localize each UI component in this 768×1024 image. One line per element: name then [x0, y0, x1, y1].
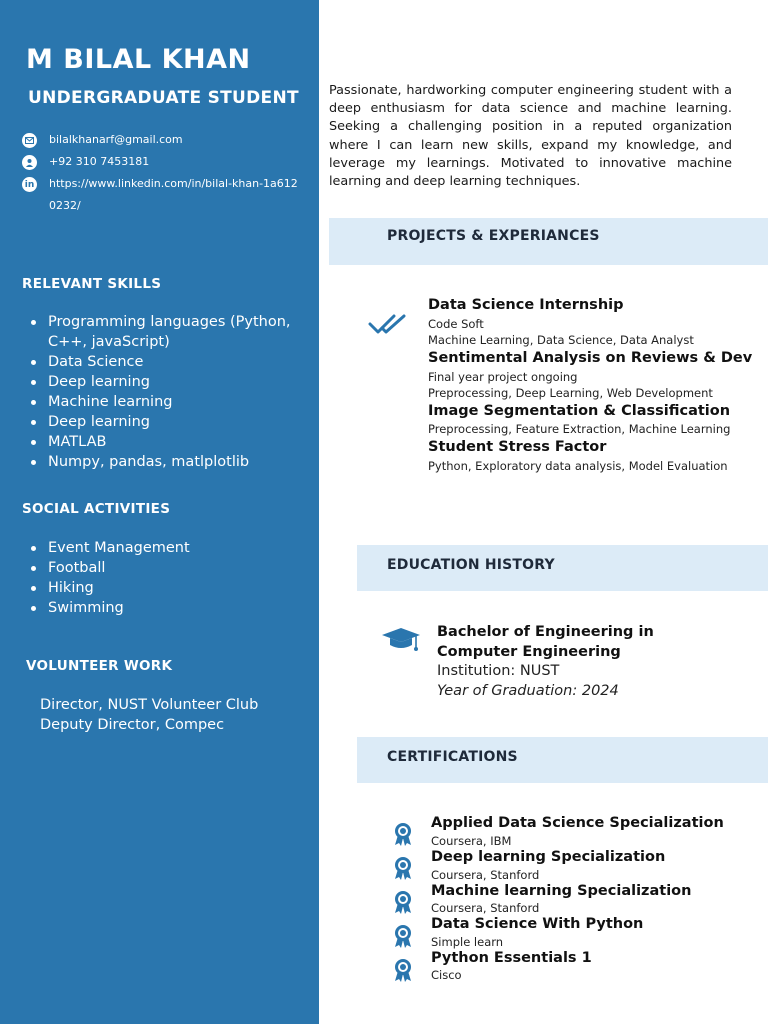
project-sub: Python, Exploratory data analysis, Model Evaluation	[428, 459, 728, 473]
email-text: bilalkhanarf@gmail.com	[49, 133, 183, 146]
contact-phone[interactable]	[22, 151, 302, 173]
certification-issuer: Cisco	[431, 968, 462, 982]
profile-name: M BILAL KHAN	[26, 44, 251, 75]
contact-linkedin[interactable]	[22, 173, 302, 217]
list-item: Programming languages (Python, C++, javaScript)	[48, 312, 303, 352]
projects-heading: PROJECTS & EXPERIANCES	[387, 228, 600, 244]
list-item: Hiking	[48, 578, 303, 598]
project-title: Sentimental Analysis on Reviews & Dev	[428, 350, 753, 366]
skills-heading: RELEVANT SKILLS	[22, 276, 162, 292]
project-title: Student Stress Factor	[428, 439, 607, 455]
certification-issuer: Coursera, IBM	[431, 834, 512, 848]
project-sub: Code Soft	[428, 317, 484, 331]
list-item: Deep learning	[48, 412, 303, 432]
institution-text: Institution: NUST	[437, 663, 560, 679]
certifications-heading: CERTIFICATIONS	[387, 749, 518, 765]
linkedin-icon: in	[22, 177, 37, 192]
project-title: Image Segmentation & Classification	[428, 403, 731, 419]
certification-issuer: Simple learn	[431, 935, 504, 949]
phone-text: +92 310 7453181	[49, 155, 150, 168]
project-title: Data Science Internship	[428, 297, 624, 313]
certification-title: Python Essentials 1	[431, 950, 592, 966]
graduation-text: Year of Graduation: 2024	[437, 683, 619, 699]
certification-title: Data Science With Python	[431, 916, 644, 932]
list-item: Data Science	[48, 352, 303, 372]
volunteer-item: Deputy Director, Compec	[40, 717, 225, 733]
volunteer-heading: VOLUNTEER WORK	[26, 658, 173, 674]
user-icon	[22, 155, 37, 170]
list-item: Event Management	[48, 538, 303, 558]
project-sub: Final year project ongoing	[428, 370, 578, 384]
contact-email[interactable]	[22, 129, 302, 151]
list-item: Numpy, pandas, matlplotlib	[48, 452, 303, 472]
project-sub: Preprocessing, Feature Extraction, Machine Learning	[428, 422, 731, 436]
social-heading: SOCIAL ACTIVITIES	[22, 501, 171, 517]
social-list	[48, 538, 303, 618]
sidebar	[0, 0, 319, 1024]
list-item: Machine learning	[48, 392, 303, 412]
list-item: Swimming	[48, 598, 303, 618]
education-heading: EDUCATION HISTORY	[387, 557, 555, 573]
email-icon	[22, 133, 37, 148]
project-sub: Preprocessing, Deep Learning, Web Development	[428, 386, 713, 400]
certification-issuer: Coursera, Stanford	[431, 868, 540, 882]
profile-title: UNDERGRADUATE STUDENT	[28, 88, 299, 108]
award-ribbon-icon	[393, 822, 413, 846]
list-item: Football	[48, 558, 303, 578]
linkedin-text: https://www.linkedin.com/in/bilal-khan-1a6120232/	[49, 177, 298, 212]
certification-title: Deep learning Specialization	[431, 849, 666, 865]
award-ribbon-icon	[393, 890, 413, 914]
award-ribbon-icon	[393, 924, 413, 948]
project-sub: Machine Learning, Data Science, Data Analyst	[428, 333, 694, 347]
summary-paragraph: Passionate, hardworking computer engineering student with a deep enthusiasm for data science and machine learning. Seeking a challenging position in a reputed organization where I can learn new skills, expand my knowledge, and leverage my learnings. Motivated to innovative machine learning and deep learning techniques.	[329, 83, 732, 190]
certification-title: Machine learning Specialization	[431, 883, 692, 899]
degree-title: Bachelor of Engineering in Computer Engineering	[437, 624, 654, 660]
certification-issuer: Coursera, Stanford	[431, 901, 540, 915]
award-ribbon-icon	[393, 856, 413, 880]
double-check-icon	[368, 313, 408, 335]
skills-list	[48, 312, 303, 472]
list-item: Deep learning	[48, 372, 303, 392]
graduation-cap-icon	[381, 626, 421, 654]
award-ribbon-icon	[393, 958, 413, 982]
volunteer-item: Director, NUST Volunteer Club	[40, 697, 259, 713]
list-item: MATLAB	[48, 432, 303, 452]
certification-title: Applied Data Science Specialization	[431, 815, 724, 831]
